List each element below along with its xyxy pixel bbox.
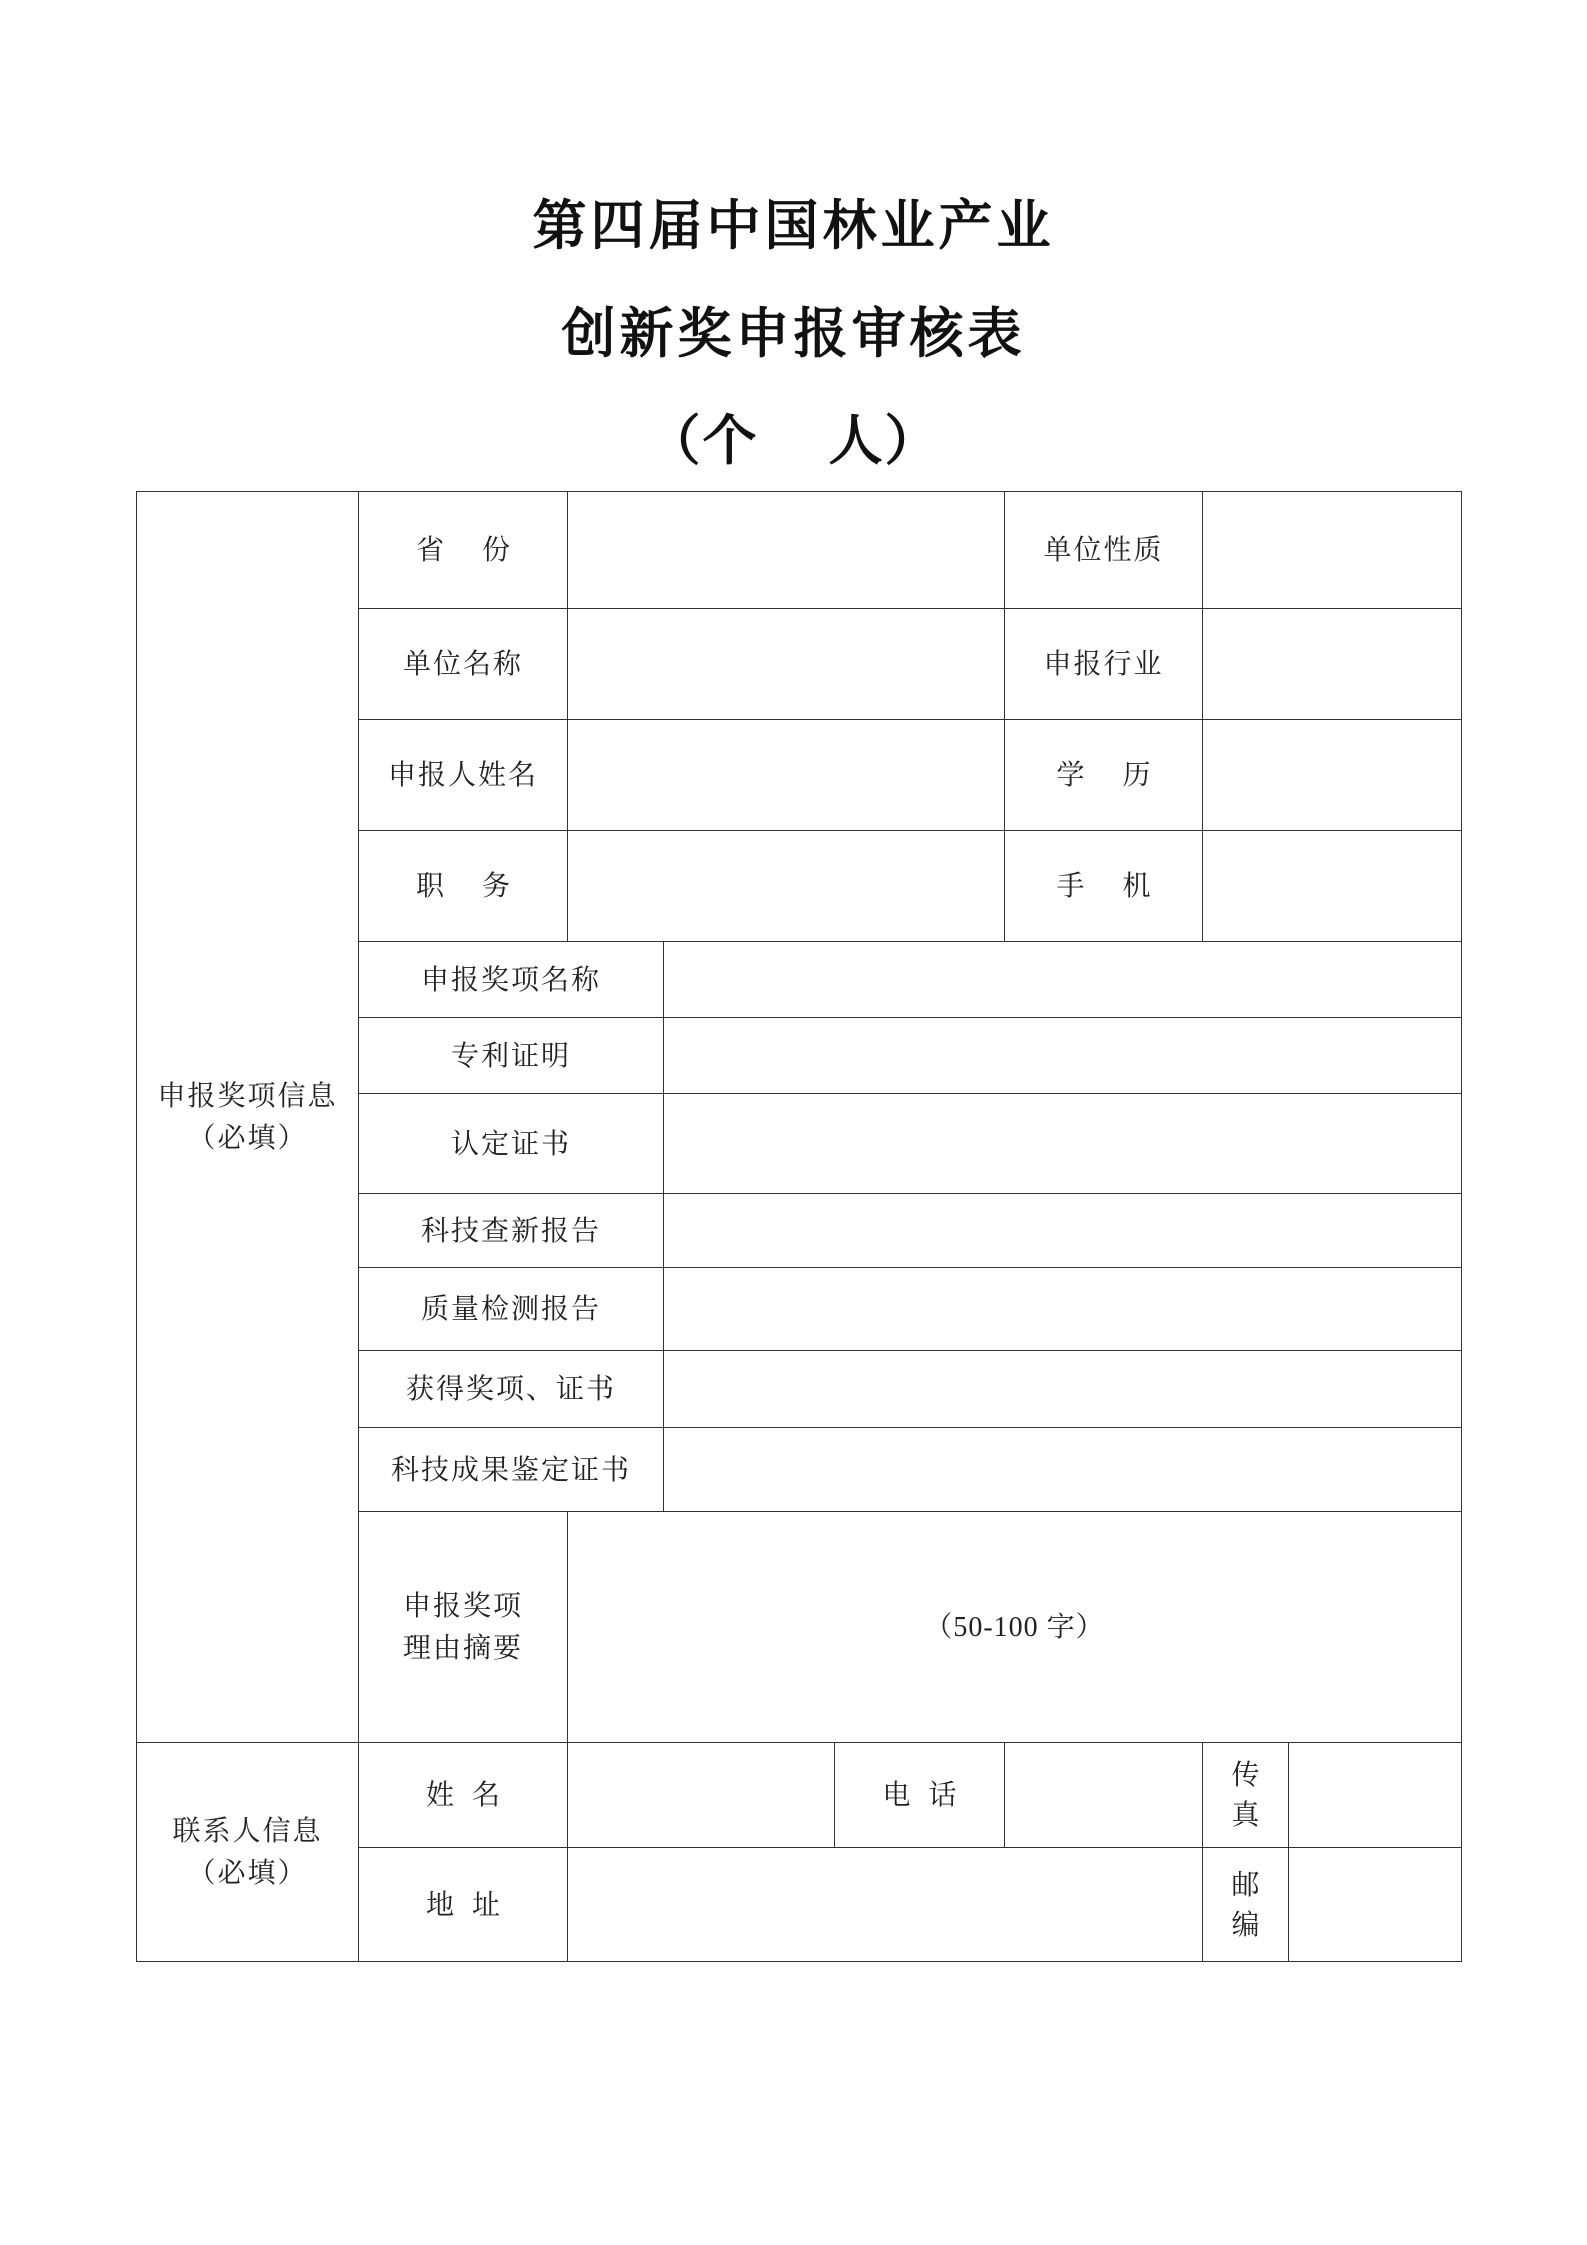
quality-report-field[interactable] [664,1268,1462,1351]
award-item-label: 获得奖项、证书 [359,1351,664,1428]
unit-name-field[interactable] [568,609,1005,720]
award-item-label: 申报奖项名称 [359,942,664,1018]
form-title-line1: 第四届中国林业产业 [532,193,1055,257]
position-field[interactable] [568,831,1005,942]
contact-postcode-field[interactable] [1289,1848,1462,1962]
award-item-label: 科技查新报告 [359,1194,664,1268]
form-title-line2: 创新奖申报审核表 [561,301,1026,365]
award-item-label: 科技成果鉴定证书 [359,1428,664,1512]
applicant-name-label: 申报人姓名 [359,720,568,831]
province-field[interactable] [568,492,1005,609]
contact-fax-label: 传真 [1203,1743,1289,1848]
reason-hint: （50-100 字） [924,1611,1105,1643]
contact-postcode-label: 邮编 [1203,1848,1289,1962]
award-item-label: 认定证书 [359,1094,664,1194]
contact-phone-field[interactable] [1005,1743,1203,1848]
contact-name-field[interactable] [568,1743,835,1848]
form-subtitle-open: （个 [646,408,759,472]
contact-address-field[interactable] [568,1848,1203,1962]
novelty-report-field[interactable] [664,1194,1462,1268]
contact-fax-field[interactable] [1289,1743,1462,1848]
industry-field[interactable] [1203,609,1462,720]
patent-proof-field[interactable] [664,1018,1462,1094]
application-form-table [136,491,1462,1962]
unit-name-label: 单位名称 [359,609,568,720]
reason-label: 申报奖项 理由摘要 [359,1512,568,1743]
award-item-label: 质量检测报告 [359,1268,664,1351]
form-subtitle [0,405,1587,475]
education-field[interactable] [1203,720,1462,831]
applicant-name-field[interactable] [568,720,1005,831]
contact-section-required: （必填） [187,1856,308,1889]
awards-certificates-field[interactable] [664,1351,1462,1428]
mobile-field[interactable] [1203,831,1462,942]
award-section-label [137,492,359,1743]
mobile-label: 手机 [1005,831,1203,942]
contact-section-label [137,1743,359,1962]
certification-field[interactable] [664,1094,1462,1194]
education-label: 学历 [1005,720,1203,831]
form-subtitle-close: 人） [828,408,941,472]
unit-nature-field[interactable] [1203,492,1462,609]
reason-field[interactable] [568,1512,1462,1743]
award-section-required: （必填） [187,1121,308,1154]
province-label: 省份 [359,492,568,609]
award-name-field[interactable] [664,942,1462,1018]
contact-name-label: 姓名 [359,1743,568,1848]
achievement-appraisal-field[interactable] [664,1428,1462,1512]
contact-section-title: 联系人信息 [172,1814,323,1847]
award-item-label: 专利证明 [359,1018,664,1094]
industry-label: 申报行业 [1005,609,1203,720]
contact-phone-label: 电话 [835,1743,1005,1848]
unit-nature-label: 单位性质 [1005,492,1203,609]
position-label: 职务 [359,831,568,942]
award-section-title: 申报奖项信息 [157,1079,338,1112]
contact-address-label: 地址 [359,1848,568,1962]
